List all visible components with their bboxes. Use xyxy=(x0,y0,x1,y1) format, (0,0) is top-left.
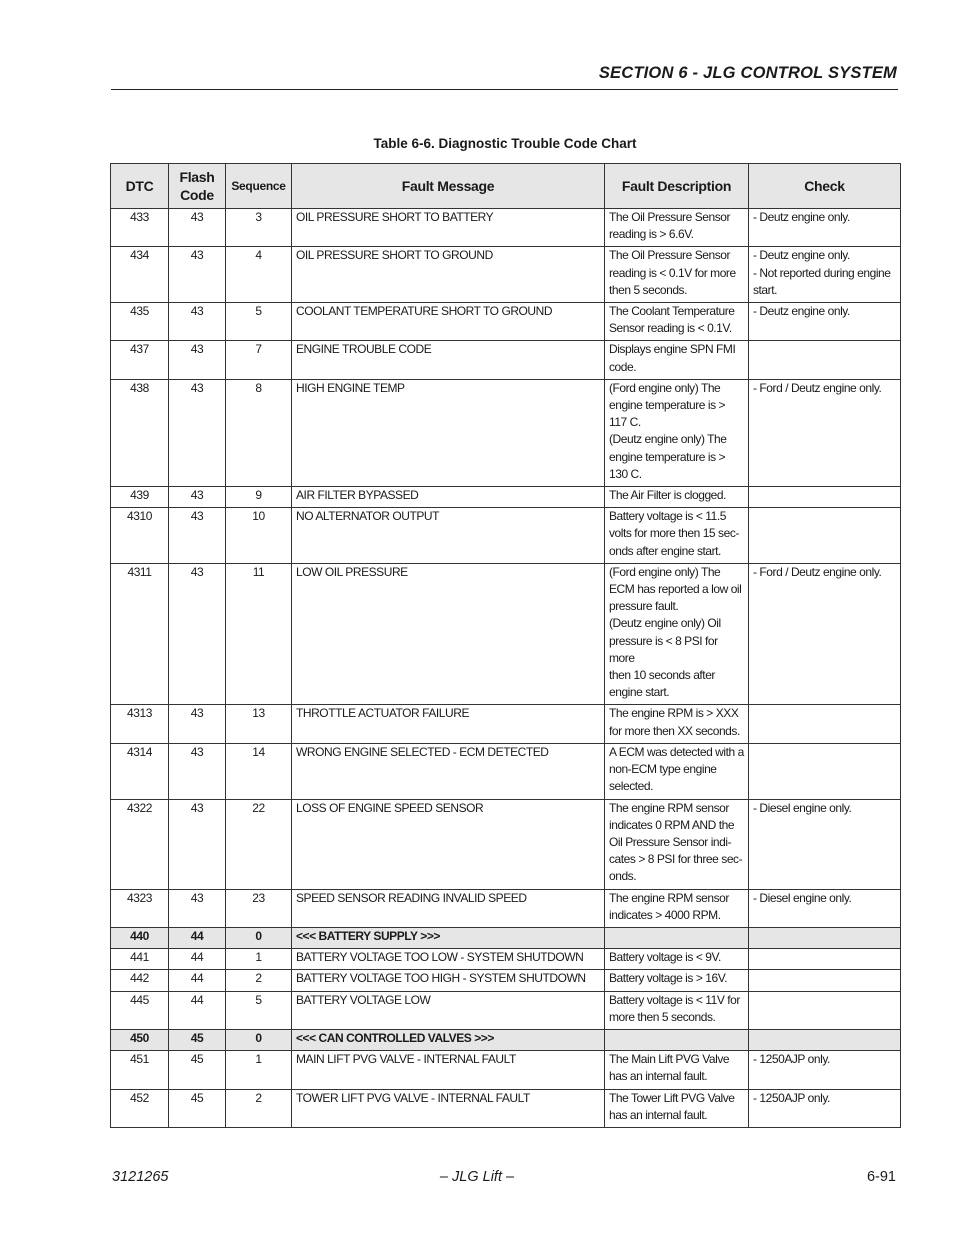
cell-check-line: - Diesel engine only. xyxy=(753,800,852,815)
cell-check xyxy=(749,247,901,303)
table-row xyxy=(111,487,901,508)
cell-flash-code: 45 xyxy=(169,1051,226,1089)
cell-check xyxy=(749,927,901,948)
cell-fault-description-line: engine temperature is > xyxy=(609,449,726,464)
section-header: SECTION 6 - JLG CONTROL SYSTEM xyxy=(598,64,897,82)
cell-fault-message: COOLANT TEMPERATURE SHORT TO GROUND xyxy=(292,303,605,341)
cell-check xyxy=(749,991,901,1029)
cell-check xyxy=(749,341,901,379)
cell-flash-code: 45 xyxy=(169,1089,226,1127)
cell-fault-description-line: (Ford engine only) The xyxy=(609,380,721,395)
cell-sequence: 3 xyxy=(226,209,292,247)
cell-fault-description-line: The engine RPM sensor xyxy=(609,800,729,815)
table-row xyxy=(111,247,901,303)
cell-fault-message: NO ALTERNATOR OUTPUT xyxy=(292,508,605,564)
table-row xyxy=(111,705,901,743)
cell-fault-description xyxy=(605,991,749,1029)
cell-dtc: 4322 xyxy=(111,799,169,889)
column-header-fault-message: Fault Message xyxy=(292,164,605,209)
table-body xyxy=(111,209,901,1128)
cell-sequence: 11 xyxy=(226,563,292,705)
cell-fault-description-line: 117 C. xyxy=(609,415,641,430)
cell-flash-code: 43 xyxy=(169,247,226,303)
cell-fault-description-line: The Coolant Temperature xyxy=(609,304,735,319)
cell-dtc: 438 xyxy=(111,379,169,486)
cell-fault-description-line: The Oil Pressure Sensor xyxy=(609,248,731,263)
cell-dtc: 451 xyxy=(111,1051,169,1089)
cell-flash-code: 43 xyxy=(169,209,226,247)
cell-dtc: 4314 xyxy=(111,743,169,799)
footer-page-number: 6-91 xyxy=(866,1169,896,1185)
cell-flash-code: 43 xyxy=(169,303,226,341)
cell-fault-description xyxy=(605,705,749,743)
cell-check xyxy=(749,303,901,341)
cell-flash-code: 43 xyxy=(169,341,226,379)
cell-fault-description-line: reading is < 0.1V for more xyxy=(609,265,736,280)
table-row xyxy=(111,508,901,564)
cell-dtc: 434 xyxy=(111,247,169,303)
cell-dtc: 441 xyxy=(111,949,169,970)
cell-fault-description xyxy=(605,247,749,303)
cell-sequence: 5 xyxy=(226,991,292,1029)
cell-fault-description-line: The Air Filter is clogged. xyxy=(609,488,727,503)
cell-fault-description-line: engine temperature is > xyxy=(609,398,726,413)
footer-center-text: – JLG Lift – xyxy=(439,1169,515,1185)
cell-fault-description-line: code. xyxy=(609,359,637,374)
cell-fault-description-line: more then 5 seconds. xyxy=(609,1009,716,1024)
cell-dtc: 4323 xyxy=(111,889,169,927)
table-row xyxy=(111,303,901,341)
cell-fault-description xyxy=(605,1051,749,1089)
cell-check xyxy=(749,799,901,889)
cell-flash-code: 43 xyxy=(169,487,226,508)
cell-flash-code: 44 xyxy=(169,970,226,991)
cell-fault-description-line: The engine RPM is > XXX xyxy=(609,706,739,721)
cell-fault-message: BATTERY VOLTAGE LOW xyxy=(292,991,605,1029)
cell-sequence: 22 xyxy=(226,799,292,889)
cell-fault-description xyxy=(605,209,749,247)
cell-check xyxy=(749,563,901,705)
cell-fault-description-line: onds. xyxy=(609,869,637,884)
cell-dtc: 4310 xyxy=(111,508,169,564)
cell-flash-code: 44 xyxy=(169,927,226,948)
cell-fault-description-line: (Ford engine only) The xyxy=(609,564,721,579)
cell-fault-description xyxy=(605,303,749,341)
cell-fault-description-line: Battery voltage is > 16V. xyxy=(609,971,728,986)
cell-sequence: 0 xyxy=(226,927,292,948)
cell-check xyxy=(749,1029,901,1050)
cell-sequence: 8 xyxy=(226,379,292,486)
table-row xyxy=(111,949,901,970)
cell-flash-code: 43 xyxy=(169,743,226,799)
footer-doc-number: 3121265 xyxy=(112,1169,169,1185)
cell-fault-description xyxy=(605,379,749,486)
cell-fault-description-line: pressure fault. xyxy=(609,599,679,614)
cell-check-line: - Diesel engine only. xyxy=(753,890,852,905)
cell-fault-description-line: cates > 8 PSI for three sec- xyxy=(609,852,743,867)
cell-fault-description-line: Sensor reading is < 0.1V. xyxy=(609,321,732,336)
cell-check xyxy=(749,970,901,991)
cell-dtc: 439 xyxy=(111,487,169,508)
cell-fault-message: OIL PRESSURE SHORT TO GROUND xyxy=(292,247,605,303)
cell-fault-message: <<< BATTERY SUPPLY >>> xyxy=(292,927,605,948)
cell-flash-code: 44 xyxy=(169,949,226,970)
cell-fault-message: SPEED SENSOR READING INVALID SPEED xyxy=(292,889,605,927)
cell-fault-description-line: (Deutz engine only) Oil xyxy=(609,616,721,631)
table-header-row xyxy=(111,164,901,209)
cell-fault-description-line: volts for more then 15 sec- xyxy=(609,526,739,541)
table-row xyxy=(111,889,901,927)
table-row xyxy=(111,743,901,799)
table-caption: Table 6-6. Diagnostic Trouble Code Chart xyxy=(373,136,637,151)
cell-fault-message: BATTERY VOLTAGE TOO LOW - SYSTEM SHUTDOWN xyxy=(292,949,605,970)
cell-fault-description-line: Oil Pressure Sensor indi- xyxy=(609,834,732,849)
cell-sequence: 1 xyxy=(226,1051,292,1089)
cell-fault-description-line: onds after engine start. xyxy=(609,543,721,558)
cell-dtc: 445 xyxy=(111,991,169,1029)
cell-dtc: 450 xyxy=(111,1029,169,1050)
cell-fault-message: TOWER LIFT PVG VALVE - INTERNAL FAULT xyxy=(292,1089,605,1127)
cell-flash-code: 44 xyxy=(169,991,226,1029)
cell-flash-code: 43 xyxy=(169,799,226,889)
cell-dtc: 4313 xyxy=(111,705,169,743)
cell-dtc: 452 xyxy=(111,1089,169,1127)
cell-sequence: 0 xyxy=(226,1029,292,1050)
column-header-check: Check xyxy=(749,164,901,209)
cell-fault-description-line: A ECM was detected with a xyxy=(609,744,744,759)
cell-fault-description xyxy=(605,1089,749,1127)
cell-fault-message: AIR FILTER BYPASSED xyxy=(292,487,605,508)
column-header-flash-code: Flash Code xyxy=(169,164,226,209)
cell-fault-message: MAIN LIFT PVG VALVE - INTERNAL FAULT xyxy=(292,1051,605,1089)
cell-fault-message: OIL PRESSURE SHORT TO BATTERY xyxy=(292,209,605,247)
cell-fault-description-line: Battery voltage is < 11.5 xyxy=(609,509,726,524)
cell-fault-description-line: pressure is < 8 PSI for more xyxy=(609,633,718,665)
cell-check-line: - Ford / Deutz engine only. xyxy=(753,564,882,579)
table-row xyxy=(111,341,901,379)
cell-sequence: 9 xyxy=(226,487,292,508)
cell-flash-code: 45 xyxy=(169,1029,226,1050)
header-divider xyxy=(111,89,898,90)
cell-dtc: 4311 xyxy=(111,563,169,705)
cell-dtc: 442 xyxy=(111,970,169,991)
cell-dtc: 433 xyxy=(111,209,169,247)
cell-fault-description-line: non-ECM type engine xyxy=(609,762,717,777)
cell-fault-message: LOW OIL PRESSURE xyxy=(292,563,605,705)
cell-fault-description-line: then 10 seconds after xyxy=(609,668,715,683)
cell-sequence: 14 xyxy=(226,743,292,799)
cell-fault-description-line: The engine RPM sensor xyxy=(609,890,729,905)
cell-fault-message: HIGH ENGINE TEMP xyxy=(292,379,605,486)
cell-fault-description-line: The Main Lift PVG Valve xyxy=(609,1052,730,1067)
cell-check xyxy=(749,1089,901,1127)
table-group-row xyxy=(111,927,901,948)
cell-check xyxy=(749,1051,901,1089)
cell-check-line: - Not reported during engine xyxy=(753,265,891,280)
cell-check xyxy=(749,743,901,799)
cell-fault-description-line: Battery voltage is < 11V for xyxy=(609,992,740,1007)
cell-sequence: 1 xyxy=(226,949,292,970)
cell-check xyxy=(749,379,901,486)
table-row xyxy=(111,379,901,486)
cell-check-line: - 1250AJP only. xyxy=(753,1090,830,1105)
cell-check xyxy=(749,508,901,564)
cell-fault-description-line: 130 C. xyxy=(609,466,642,481)
cell-fault-description xyxy=(605,799,749,889)
cell-dtc: 437 xyxy=(111,341,169,379)
cell-check-line: start. xyxy=(753,282,777,297)
cell-fault-message: THROTTLE ACTUATOR FAILURE xyxy=(292,705,605,743)
cell-fault-description xyxy=(605,889,749,927)
cell-fault-message: ENGINE TROUBLE CODE xyxy=(292,341,605,379)
cell-check-line: - Deutz engine only. xyxy=(753,304,850,319)
cell-sequence: 23 xyxy=(226,889,292,927)
table-row xyxy=(111,209,901,247)
column-header-sequence: Sequence xyxy=(226,164,292,209)
cell-flash-code: 43 xyxy=(169,563,226,705)
cell-fault-description-line: The Tower Lift PVG Valve xyxy=(609,1090,735,1105)
table-group-row xyxy=(111,1029,901,1050)
cell-check-line: - 1250AJP only. xyxy=(753,1052,830,1067)
cell-fault-description-line: then 5 seconds. xyxy=(609,282,687,297)
cell-fault-description xyxy=(605,508,749,564)
cell-sequence: 4 xyxy=(226,247,292,303)
cell-fault-description-line: selected. xyxy=(609,779,653,794)
table-row xyxy=(111,563,901,705)
cell-fault-description-line: indicates > 4000 RPM. xyxy=(609,907,721,922)
cell-check xyxy=(749,209,901,247)
cell-fault-description xyxy=(605,341,749,379)
cell-fault-message: LOSS OF ENGINE SPEED SENSOR xyxy=(292,799,605,889)
cell-flash-code: 43 xyxy=(169,379,226,486)
cell-fault-description-line: indicates 0 RPM AND the xyxy=(609,817,735,832)
cell-sequence: 2 xyxy=(226,1089,292,1127)
cell-fault-description xyxy=(605,949,749,970)
cell-check xyxy=(749,705,901,743)
cell-check-line: - Deutz engine only. xyxy=(753,248,850,263)
cell-dtc: 440 xyxy=(111,927,169,948)
cell-flash-code: 43 xyxy=(169,508,226,564)
column-header-dtc: DTC xyxy=(111,164,169,209)
cell-fault-description-line: has an internal fault. xyxy=(609,1107,708,1122)
cell-sequence: 5 xyxy=(226,303,292,341)
table-row xyxy=(111,970,901,991)
cell-flash-code: 43 xyxy=(169,889,226,927)
cell-fault-description-line: ECM has reported a low oil xyxy=(609,582,742,597)
cell-fault-description-line: has an internal fault. xyxy=(609,1069,708,1084)
cell-check xyxy=(749,889,901,927)
cell-fault-description-line: Displays engine SPN FMI xyxy=(609,342,736,357)
diagnostic-trouble-code-table xyxy=(110,163,901,1128)
cell-fault-description xyxy=(605,1029,749,1050)
cell-fault-message: WRONG ENGINE SELECTED - ECM DETECTED xyxy=(292,743,605,799)
cell-fault-description xyxy=(605,487,749,508)
table-row xyxy=(111,799,901,889)
cell-check xyxy=(749,949,901,970)
cell-fault-description-line: The Oil Pressure Sensor xyxy=(609,210,731,224)
cell-fault-description-line: Battery voltage is < 9V. xyxy=(609,950,721,965)
cell-fault-description xyxy=(605,970,749,991)
cell-check-line: - Ford / Deutz engine only. xyxy=(753,380,882,395)
table-row xyxy=(111,1089,901,1127)
cell-check xyxy=(749,487,901,508)
table-row xyxy=(111,991,901,1029)
cell-sequence: 2 xyxy=(226,970,292,991)
cell-fault-description xyxy=(605,743,749,799)
column-header-fault-description: Fault Description xyxy=(605,164,749,209)
cell-check-line: - Deutz engine only. xyxy=(753,210,850,224)
cell-fault-message: BATTERY VOLTAGE TOO HIGH - SYSTEM SHUTDOWN xyxy=(292,970,605,991)
cell-sequence: 10 xyxy=(226,508,292,564)
cell-sequence: 13 xyxy=(226,705,292,743)
cell-fault-description-line: reading is > 6.6V. xyxy=(609,227,694,242)
cell-fault-description xyxy=(605,927,749,948)
cell-flash-code: 43 xyxy=(169,705,226,743)
cell-fault-message: <<< CAN CONTROLLED VALVES >>> xyxy=(292,1029,605,1050)
cell-fault-description-line: for more then XX seconds. xyxy=(609,723,740,738)
cell-dtc: 435 xyxy=(111,303,169,341)
table-row xyxy=(111,1051,901,1089)
cell-fault-description-line: engine start. xyxy=(609,685,670,700)
cell-fault-description-line: (Deutz engine only) The xyxy=(609,432,727,447)
cell-fault-description xyxy=(605,563,749,705)
cell-sequence: 7 xyxy=(226,341,292,379)
